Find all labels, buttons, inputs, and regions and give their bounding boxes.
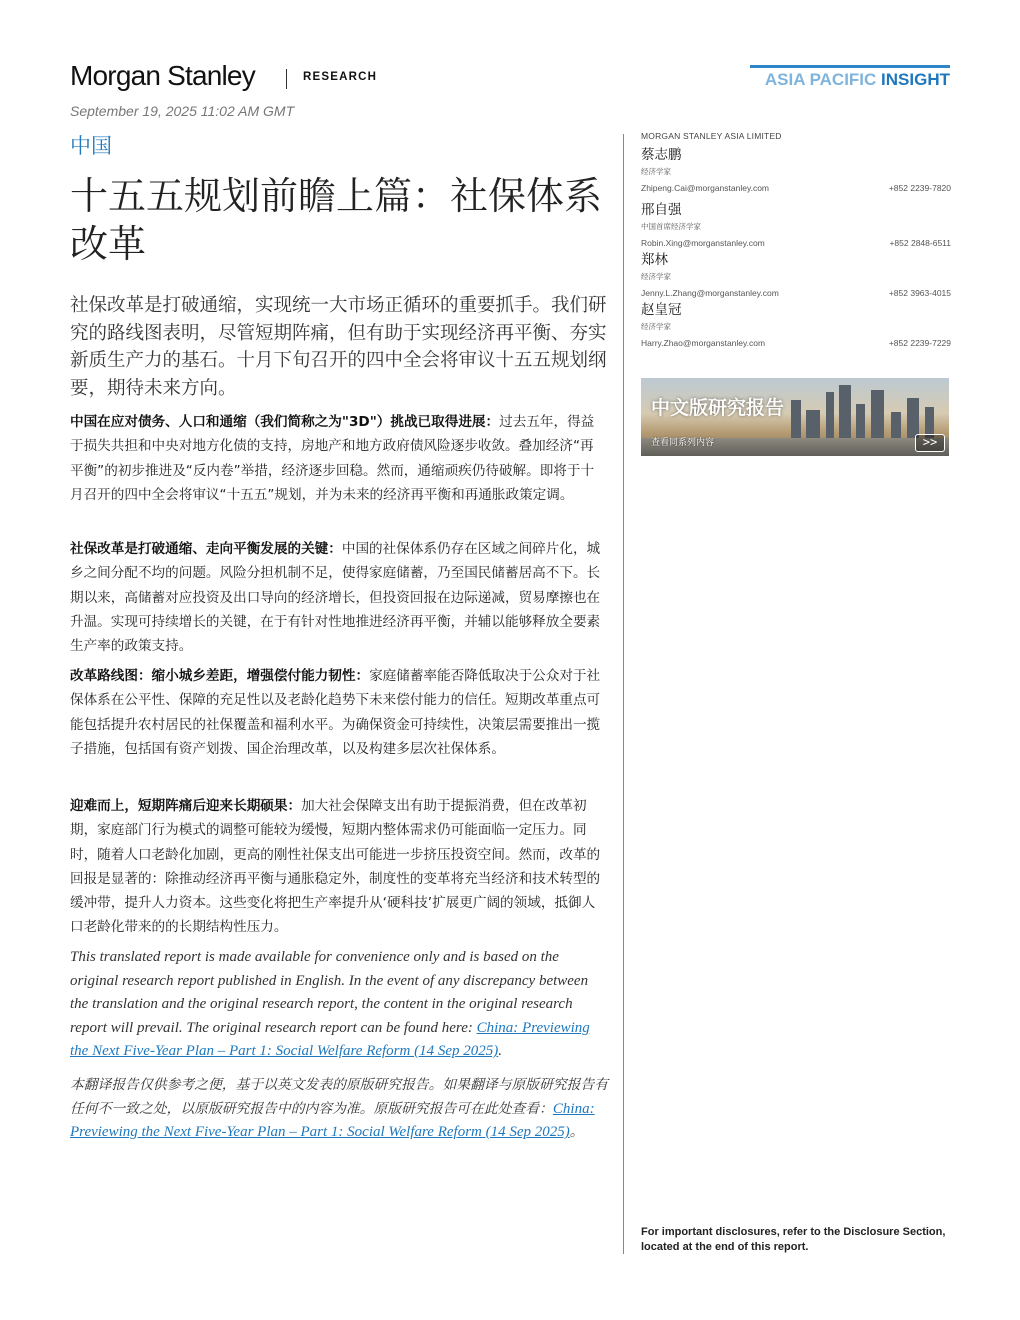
author-name: 蔡志鹏 <box>641 147 682 163</box>
key-point-paragraph <box>70 537 605 658</box>
asia-pacific-insight-label <box>765 70 950 90</box>
translation-note-text: This translated report is made available for convenience only and is based on the original research report published in English. In the event of any discrepancy between the translation and the original research report, the content in the original research report will prevail. The original research report can be found here: <box>70 949 589 1036</box>
translation-note-chinese <box>70 1074 610 1145</box>
author-name: 邢自强 <box>641 202 682 218</box>
translation-note-end: . <box>498 1043 503 1059</box>
translation-note-english <box>70 946 610 1064</box>
banner-subtitle: 查看同系列内容 <box>651 438 715 448</box>
author-email[interactable]: Jenny.L.Zhang@morganstanley.com <box>641 288 779 298</box>
author-block <box>641 302 951 348</box>
author-role: 中国首席经济学家 <box>641 222 701 231</box>
skyline-building <box>891 412 901 440</box>
translation-note-end: 。 <box>569 1124 584 1140</box>
key-point-paragraph <box>70 664 605 761</box>
lead-summary: 社保改革是打破通缩，实现统一大市场正循环的重要抓手。我们研究的路线图表明，尽管短期阵痛，但有助于实现经济再平衡、夯实新质生产力的基石。十月下旬召开的四中全会将审议十五五规划纲要，期待未来方向。 <box>70 295 607 399</box>
key-point-paragraph <box>70 410 605 507</box>
key-point-heading: 中国在应对债务、人口和通缩（我们简称之为"3D"）挑战已取得进展： <box>70 414 500 430</box>
skyline-building <box>856 404 865 440</box>
key-point-heading: 改革路线图：缩小城乡差距，增强偿付能力韧性： <box>70 668 370 684</box>
chinese-reports-banner[interactable] <box>641 378 949 456</box>
translation-note-text: 本翻译报告仅供参考之便，基于以英文发表的原版研究报告。如果翻译与原版研究报告有任何不一致之处，以原版研究报告中的内容为准。原版研究报告可在此处查看： <box>70 1077 609 1117</box>
key-point-heading: 社保改革是打破通缩、走向平衡发展的关键： <box>70 541 342 557</box>
author-block <box>641 147 951 193</box>
research-label: RESEARCH <box>303 71 378 83</box>
author-block <box>641 202 951 248</box>
author-phone: +852 2239-7820 <box>888 183 951 193</box>
author-phone: +852 2239-7229 <box>888 338 951 348</box>
original-report-link[interactable]: China: Previewing the Next Five-Year Plan – Part 1: Social Welfare Reform (14 Sep 2025) <box>70 1019 590 1059</box>
author-phone: +852 3963-4015 <box>888 288 951 298</box>
logo-divider <box>286 69 287 89</box>
report-title: 十五五规划前瞻上篇：社保体系改革 <box>70 174 603 266</box>
publish-date: September 19, 2025 11:02 AM GMT <box>70 103 295 119</box>
author-email[interactable]: Zhipeng.Cai@morganstanley.com <box>641 183 770 193</box>
original-report-link[interactable]: China: Previewing the Next Five-Year Plan – Part 1: Social Welfare Reform (14 Sep 2025) <box>70 1100 595 1140</box>
key-point-heading: 迎难而上，短期阵痛后迎来长期硕果： <box>70 798 302 814</box>
author-role: 经济学家 <box>641 167 671 176</box>
author-role: 经济学家 <box>641 322 671 331</box>
author-email[interactable]: Robin.Xing@morganstanley.com <box>641 238 765 248</box>
insight-label-bold: INSIGHT <box>881 70 950 89</box>
insight-accent-bar <box>750 65 950 68</box>
banner-title: 中文版研究报告 <box>651 397 785 419</box>
key-point-body: 加大社会保障支出有助于提振消费，但在改革初期，家庭部门行为模式的调整可能较为缓慢，短期内整体需求仍可能面临一定压力。同时，随着人口老龄化加剧，更高的刚性社保支出可能进一步挤压投资空间。然而，改革的回报是显著的：除推动经济再平衡与通胀稳定外，制度性的变革将充当经济和技术转型的缓冲带，提升人力资本。这些变化将把生产率提升从‘硬科技’扩展更广阔的领域，抵御人口老龄化带来的的长期结构性压力。 <box>70 798 601 936</box>
skyline-building <box>871 390 884 440</box>
author-role: 经济学家 <box>641 272 671 281</box>
firm-name: MORGAN STANLEY ASIA LIMITED <box>641 131 782 141</box>
skyline-building <box>826 392 834 440</box>
key-point-body: 过去五年，得益于损失共担和中央对地方化债的支持，房地产和地方政府债风险逐步收敛。叠加经济“再平衡”的初步推进及“反内卷”举措，经济逐步回稳。然而，通缩顽疾仍待破解。即将于十月召开的四中全会将审议“十五五”规划，并为未来的经济再平衡和再通胀政策定调。 <box>70 414 595 503</box>
key-point-body: 中国的社保体系仍存在区域之间碎片化，城乡之间分配不均的问题。风险分担机制不足，使得家庭储蓄，乃至国民储蓄居高不下。长期以来，高储蓄对应投资及出口导向的经济增长，但投资回报在边际递减，贸易摩擦也在升温。实现可持续增长的关键，在于有针对性地推进经济再平衡，并辅以能够释放全要素生产率的政策支持。 <box>70 541 601 655</box>
author-name: 郑林 <box>641 252 668 268</box>
forward-arrow-icon[interactable]: >> <box>915 434 945 452</box>
skyline-building <box>806 410 820 440</box>
insight-label-light: ASIA PACIFIC <box>764 70 877 89</box>
column-divider <box>623 134 624 1254</box>
disclosure-notice: For important disclosures, refer to the Disclosure Section, located at the end of this report. <box>641 1226 946 1253</box>
skyline-building <box>791 400 801 440</box>
author-block <box>641 252 951 298</box>
key-point-body: 家庭储蓄率能否降低取决于公众对于社保体系在公平性、保障的充足性以及老龄化趋势下未来偿付能力的信任。短期改革重点可能包括提升农村居民的社保覆盖和福利水平。为确保资金可持续性，决策层需要推出一揽子措施，包括国有资产划拨、国企治理改革，以及构建多层次社保体系。 <box>70 668 601 757</box>
region-label: 中国 <box>70 134 112 158</box>
morgan-stanley-logo: Morgan Stanley <box>70 60 255 91</box>
author-email[interactable]: Harry.Zhao@morganstanley.com <box>641 338 766 348</box>
key-point-paragraph <box>70 794 605 940</box>
author-name: 赵皇冠 <box>641 302 682 318</box>
skyline-building <box>839 385 851 440</box>
author-phone: +852 2848-6511 <box>889 238 951 248</box>
